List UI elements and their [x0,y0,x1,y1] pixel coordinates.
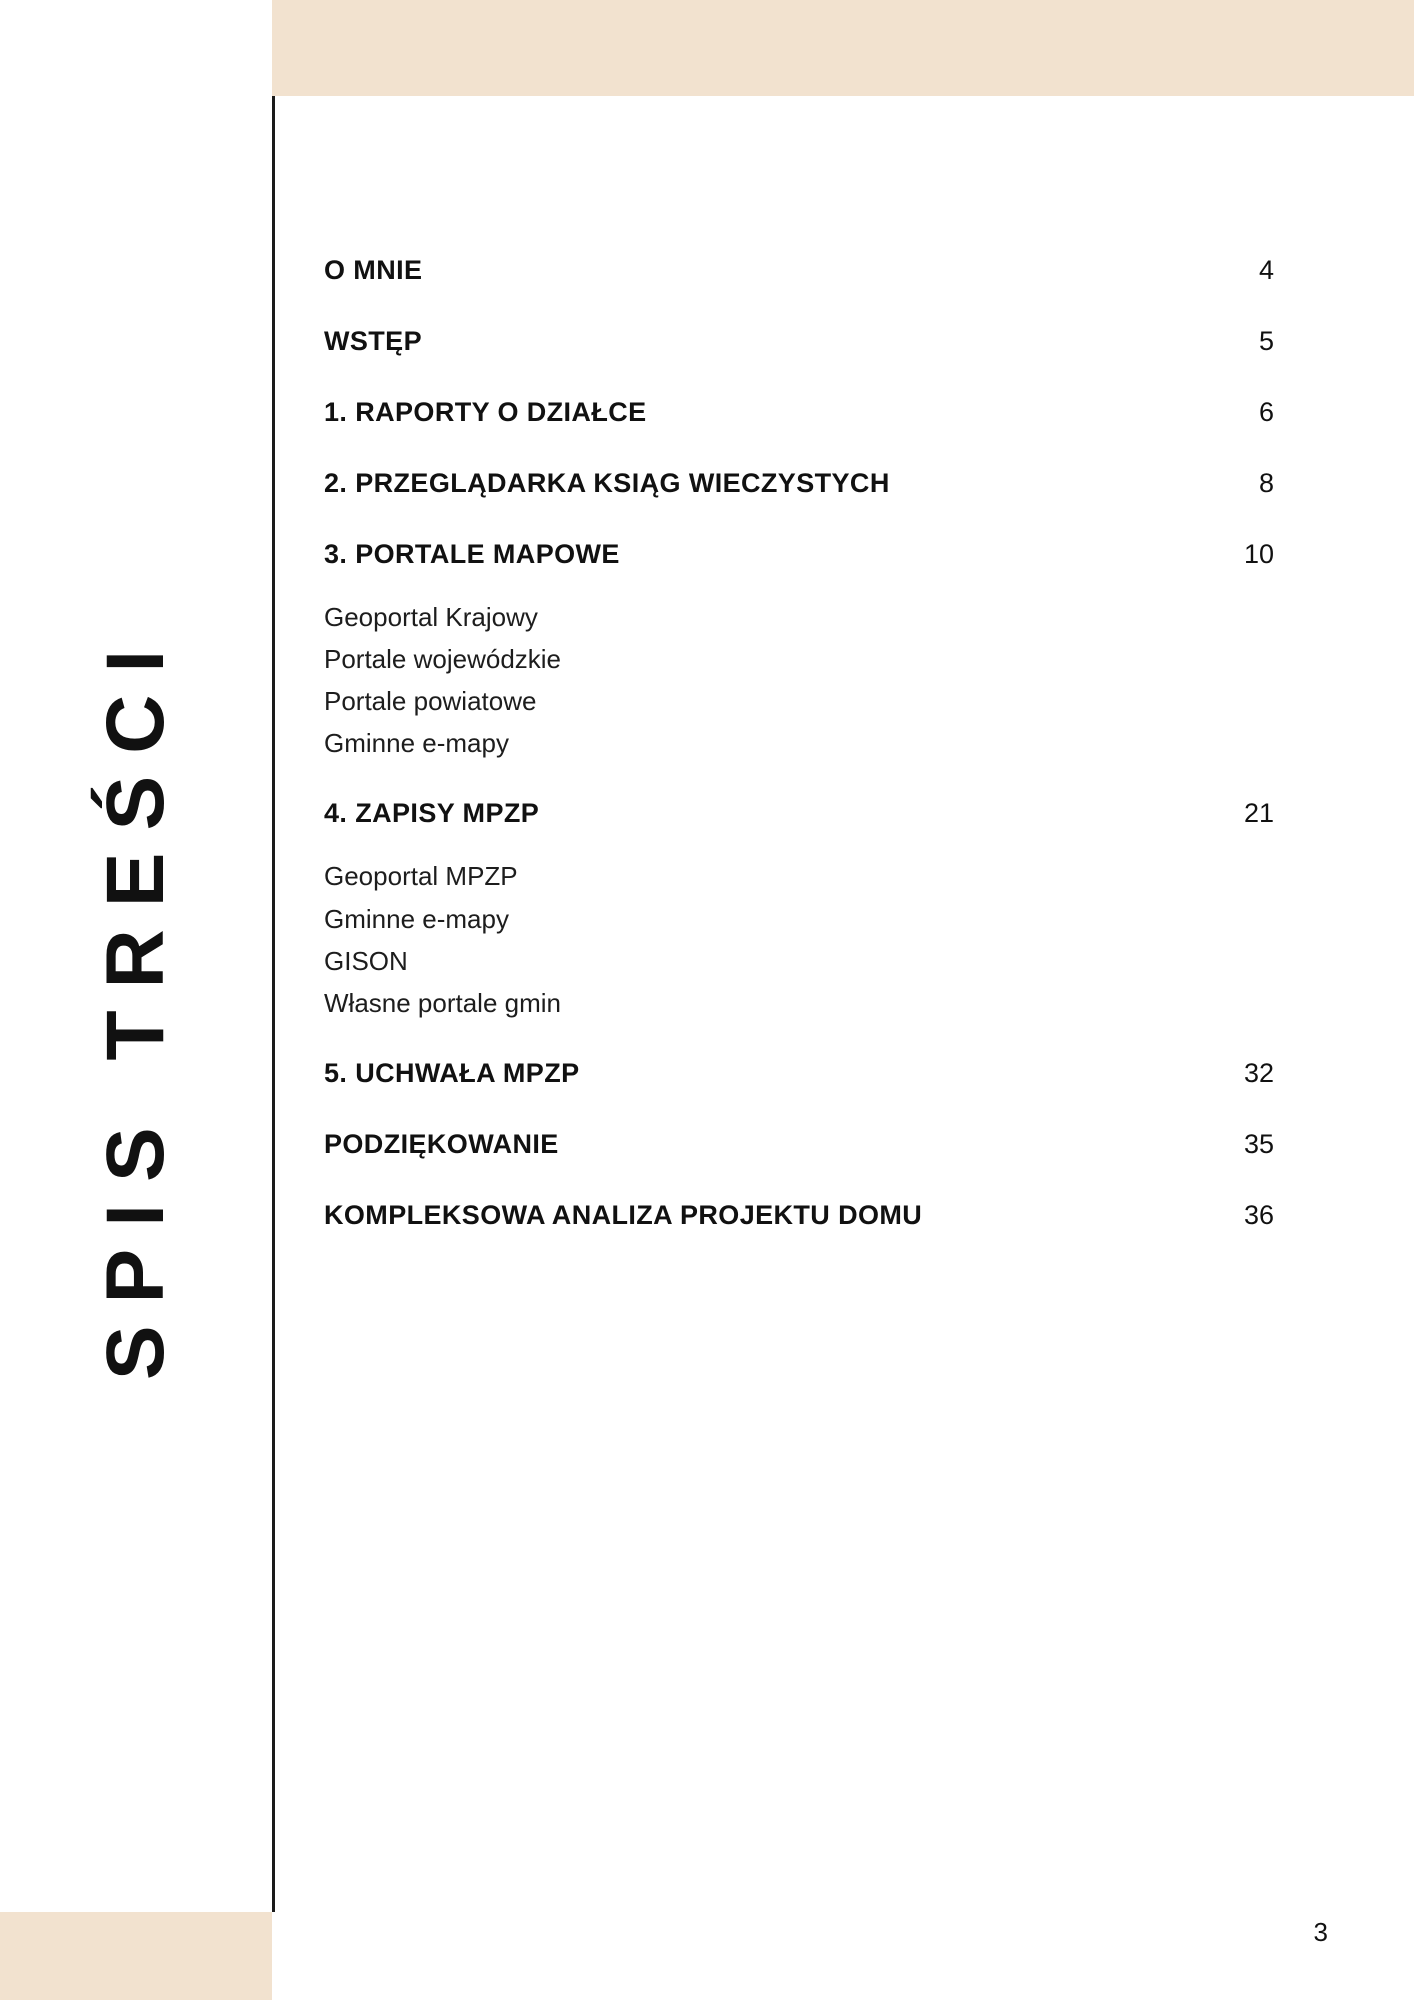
toc-entry-przegladarka-ksiag-wieczystych[interactable] [324,468,1274,499]
toc-entry-page: 10 [1243,539,1274,569]
toc-subitem[interactable]: Geoportal MPZP [324,861,518,892]
toc-subitem[interactable]: Portale powiatowe [324,686,537,717]
toc-entry-label: 4. ZAPISY MPZP [324,798,540,829]
toc-subitem[interactable]: Gminne e-mapy [324,728,509,759]
toc-entry-wstep[interactable] [324,326,1274,357]
toc-entry-label: 1. RAPORTY O DZIAŁCE [324,397,647,427]
toc-entry-label: PODZIĘKOWANIE [324,1128,559,1159]
toc-entry-page: 4 [1258,255,1274,285]
bottom-left-accent-block [0,1912,272,2000]
toc-entry-portale-mapowe[interactable] [324,539,1274,570]
toc-sublist-portale-mapowe [324,596,1274,764]
toc-entry-page: 8 [1258,468,1274,498]
toc-entry-label: WSTĘP [324,326,423,356]
toc-subitem[interactable]: Własne portale gmin [324,987,561,1018]
toc-entry-label: 3. PORTALE MAPOWE [324,539,620,569]
side-title-text: SPIS TREŚCI [90,627,181,1381]
toc-subitem[interactable]: GISON [324,945,408,976]
table-of-contents [324,255,1274,1271]
toc-entry-page: 32 [1243,1057,1274,1088]
toc-sublist-zapisy-mpzp [324,855,1274,1023]
side-title [0,96,272,1912]
toc-entry-zapisy-mpzp[interactable] [324,798,1274,829]
toc-entry-page: 21 [1243,798,1274,829]
toc-entry-raporty-o-dzialce[interactable] [324,397,1274,428]
vertical-divider-rule [272,96,275,1912]
toc-entry-page: 6 [1258,397,1274,427]
toc-entry-page: 36 [1243,1199,1274,1230]
toc-entry-page: 5 [1258,326,1274,356]
toc-subitem[interactable]: Gminne e-mapy [324,903,509,934]
toc-subitem[interactable]: Geoportal Krajowy [324,602,538,632]
toc-subitem[interactable]: Portale wojewódzkie [324,644,562,675]
page-number: 3 [1313,1917,1328,1947]
toc-entry-label: 5. UCHWAŁA MPZP [324,1057,580,1088]
toc-entry-podziekowanie[interactable] [324,1129,1274,1160]
toc-entry-label: O MNIE [324,255,423,285]
toc-entry-o-mnie[interactable] [324,255,1274,286]
toc-entry-uchwala-mpzp[interactable] [324,1058,1274,1089]
toc-entry-kompleksowa-analiza-projektu-domu[interactable] [324,1200,1274,1231]
toc-entry-label: KOMPLEKSOWA ANALIZA PROJEKTU DOMU [324,1199,923,1230]
top-accent-band [272,0,1414,96]
toc-entry-label: 2. PRZEGLĄDARKA KSIĄG WIECZYSTYCH [324,468,890,498]
toc-entry-page: 35 [1243,1128,1274,1159]
